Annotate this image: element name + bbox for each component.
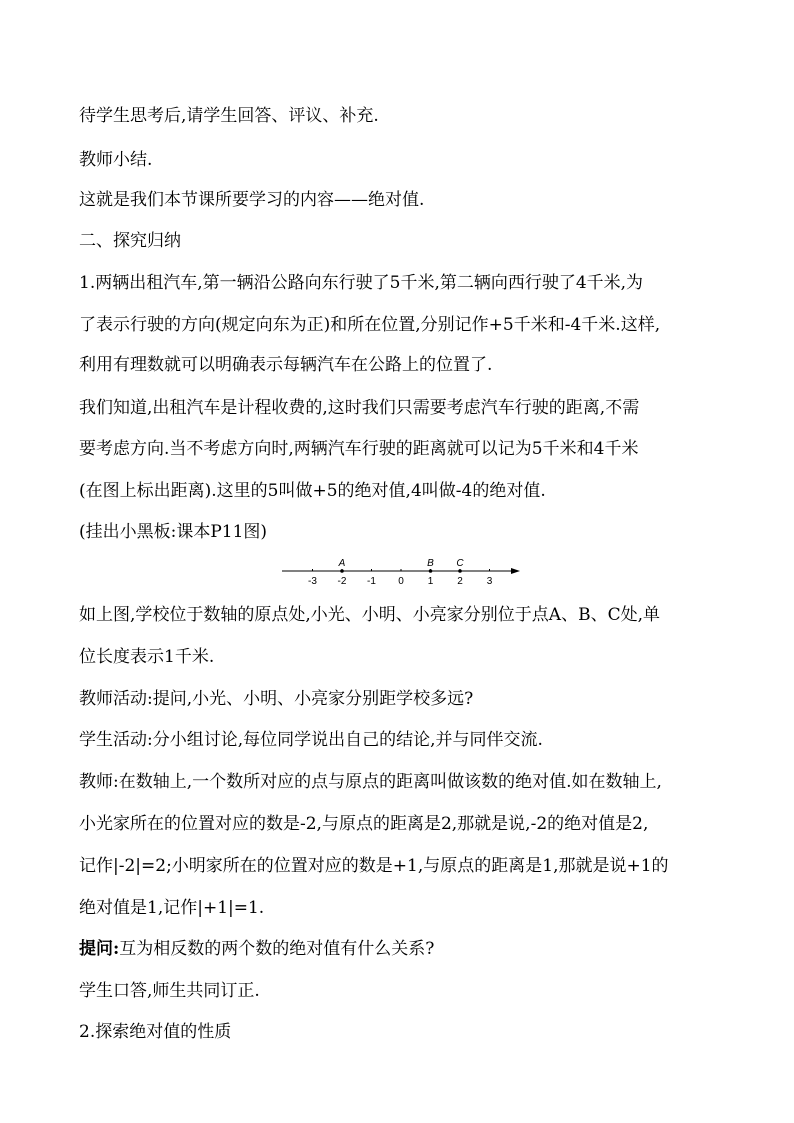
number-line-ticks (308, 569, 493, 587)
text-line: 学生活动:分小组讨论,每位同学说出自己的结论,并与同伴交流. (79, 730, 543, 750)
text-line: 待学生思考后,请学生回答、评议、补充. (79, 106, 379, 126)
text-line: 如上图,学校位于数轴的原点处,小光、小明、小亮家分别位于点A、B、C处,单 (79, 605, 660, 625)
question-text: 互为相反数的两个数的绝对值有什么关系? (119, 939, 435, 959)
number-line-tick-label: -1 (367, 576, 376, 587)
text-line: (在图上标出距离).这里的5叫做+5的绝对值,4叫做-4的绝对值. (79, 481, 546, 501)
number-line-point-label: B (427, 558, 434, 569)
text-line: 2.探索绝对值的性质 (79, 1022, 232, 1042)
text-line: 这就是我们本节课所要学习的内容——绝对值. (79, 190, 425, 210)
number-line-point (429, 569, 433, 573)
text-line: (挂出小黑板:课本P11图) (79, 522, 268, 542)
number-line-point-label: C (456, 558, 464, 569)
text-line: 位长度表示1千米. (79, 647, 215, 667)
number-line-arrow-icon (511, 568, 520, 574)
text-line: 教师活动:提问,小光、小明、小亮家分别距学校多远? (79, 689, 474, 709)
text-line: 要考虑方向.当不考虑方向时,两辆汽车行驶的距离就可以记为5千米和4千米 (79, 439, 639, 459)
number-line-tick-label: -2 (337, 576, 347, 587)
number-line-tick-label: 0 (398, 576, 404, 587)
text-line: 1.两辆出租汽车,第一辆沿公路向东行驶了5千米,第二辆向西行驶了4千米,为 (79, 273, 644, 293)
text-line: 记作|-2|=2;小明家所在的位置对应的数是+1,与原点的距离是1,那就是说+1的 (79, 856, 669, 876)
text-line: 利用有理数就可以明确表示每辆汽车在公路上的位置了. (79, 355, 493, 375)
number-line-tick-label: 3 (486, 576, 493, 587)
text-line: 教师:在数轴上,一个数所对应的点与原点的距离叫做该数的绝对值.如在数轴上, (79, 772, 662, 792)
text-line: 教师小结. (79, 150, 153, 170)
section-heading: 二、探究归纳 (79, 231, 181, 251)
text-line: 小光家所在的位置对应的数是-2,与原点的距离是2,那就是说,-2的绝对值是2, (79, 814, 649, 834)
number-line-point (340, 569, 344, 573)
question-label: 提问: (79, 939, 120, 959)
number-line-tick-label: -3 (308, 576, 317, 587)
text-line: 我们知道,出租汽车是计程收费的,这时我们只需要考虑汽车行驶的距离,不需 (79, 398, 640, 418)
number-line-figure (282, 555, 527, 589)
text-line: 了表示行驶的方向(规定向东为正)和所在位置,分别记作+5千米和-4千米.这样, (79, 315, 661, 335)
number-line-point-label: A (338, 558, 346, 569)
text-line: 学生口答,师生共同订正. (79, 981, 260, 1001)
number-line-tick-label: 1 (427, 576, 434, 587)
text-line: 绝对值是1,记作|+1|=1. (79, 898, 265, 918)
number-line-point (458, 569, 462, 573)
number-line-tick-label: 2 (457, 576, 463, 587)
question-line (79, 938, 434, 960)
